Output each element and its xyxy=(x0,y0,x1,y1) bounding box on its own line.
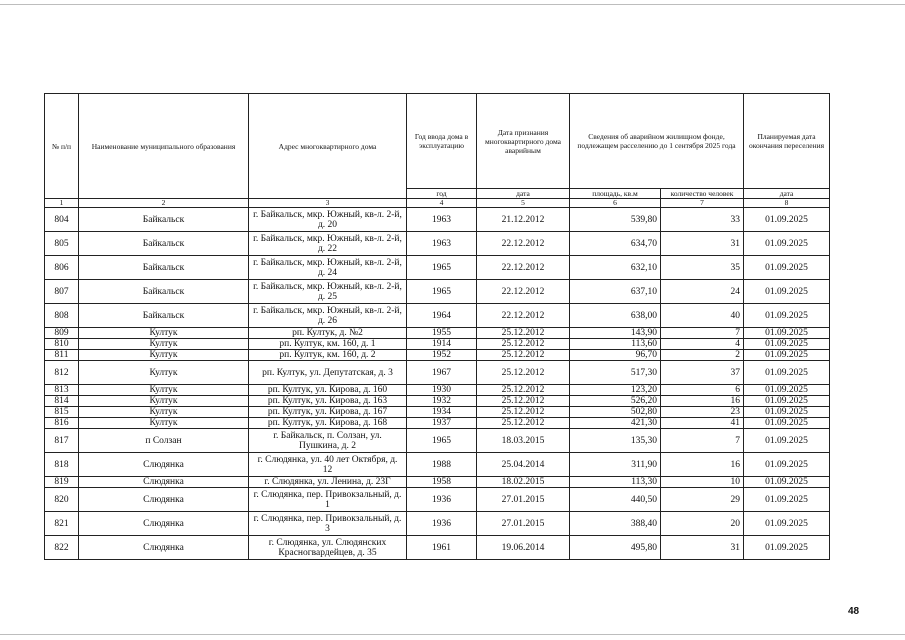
cell-municipality: Слюдянка xyxy=(79,453,249,477)
cell-address: рп. Култук, км. 160, д. 1 xyxy=(249,339,407,350)
column-number-row xyxy=(45,199,830,208)
header-emergency-info: Сведения об аварийном жилищном фонде, подлежащем расселению до 1 сентября 2025 года xyxy=(570,94,744,189)
cell-year: 1932 xyxy=(407,396,477,407)
cell-municipality: Слюдянка xyxy=(79,488,249,512)
cell-address: г. Слюдянка, пер. Привокзальный, д. 3 xyxy=(249,512,407,536)
cell-planned-date: 01.09.2025 xyxy=(744,339,830,350)
cell-area: 632,10 xyxy=(570,256,661,280)
cell-recognition-date: 25.12.2012 xyxy=(477,407,570,418)
cell-people: 16 xyxy=(661,453,744,477)
header-recognition-date: Дата признания многоквартирного дома аварийным xyxy=(477,94,570,189)
cell-people: 41 xyxy=(661,418,744,429)
cell-municipality: Култук xyxy=(79,339,249,350)
cell-recognition-date: 22.12.2012 xyxy=(477,232,570,256)
cell-year: 1952 xyxy=(407,350,477,361)
cell-num: 810 xyxy=(45,339,79,350)
cell-planned-date: 01.09.2025 xyxy=(744,350,830,361)
cell-people: 7 xyxy=(661,328,744,339)
cell-municipality: Слюдянка xyxy=(79,512,249,536)
cell-recognition-date: 19.06.2014 xyxy=(477,536,570,560)
table-row xyxy=(45,488,830,512)
cell-address: г. Байкальск, мкр. Южный, кв-л. 2-й, д. 24 xyxy=(249,256,407,280)
cell-people: 16 xyxy=(661,396,744,407)
table-row xyxy=(45,407,830,418)
cell-area: 113,30 xyxy=(570,477,661,488)
cell-area: 123,20 xyxy=(570,385,661,396)
table-row xyxy=(45,453,830,477)
cell-area: 526,20 xyxy=(570,396,661,407)
cell-num: 804 xyxy=(45,208,79,232)
cell-year: 1930 xyxy=(407,385,477,396)
cell-planned-date: 01.09.2025 xyxy=(744,385,830,396)
cell-area: 388,40 xyxy=(570,512,661,536)
cell-num: 818 xyxy=(45,453,79,477)
cell-municipality: п Солзан xyxy=(79,429,249,453)
cell-address: г. Байкальск, п. Солзан, ул. Пушкина, д. 2 xyxy=(249,429,407,453)
cell-num: 815 xyxy=(45,407,79,418)
cell-recognition-date: 25.04.2014 xyxy=(477,453,570,477)
header-planned-date: Планируемая дата окончания переселения xyxy=(744,94,830,189)
cell-planned-date: 01.09.2025 xyxy=(744,232,830,256)
table-row xyxy=(45,350,830,361)
cell-num: 817 xyxy=(45,429,79,453)
subheader-people: количество человек xyxy=(661,189,744,199)
table-row xyxy=(45,328,830,339)
header-municipality: Наименование муниципального образования xyxy=(79,94,249,199)
table-row xyxy=(45,208,830,232)
cell-recognition-date: 21.12.2012 xyxy=(477,208,570,232)
subheader-year: год xyxy=(407,189,477,199)
cell-recognition-date: 25.12.2012 xyxy=(477,350,570,361)
cell-people: 31 xyxy=(661,232,744,256)
cell-num: 816 xyxy=(45,418,79,429)
header-year: Год ввода дома в эксплуатацию xyxy=(407,94,477,189)
cell-recognition-date: 27.01.2015 xyxy=(477,512,570,536)
cell-area: 539,80 xyxy=(570,208,661,232)
cell-address: рп. Култук, д. №2 xyxy=(249,328,407,339)
cell-address: г. Байкальск, мкр. Южный, кв-л. 2-й, д. 20 xyxy=(249,208,407,232)
cell-planned-date: 01.09.2025 xyxy=(744,453,830,477)
cell-people: 2 xyxy=(661,350,744,361)
cell-area: 638,00 xyxy=(570,304,661,328)
cell-address: рп. Култук, ул. Кирова, д. 160 xyxy=(249,385,407,396)
cell-planned-date: 01.09.2025 xyxy=(744,512,830,536)
cell-people: 6 xyxy=(661,385,744,396)
table-row xyxy=(45,536,830,560)
column-number: 3 xyxy=(249,199,407,208)
column-number: 5 xyxy=(477,199,570,208)
cell-people: 7 xyxy=(661,429,744,453)
cell-area: 96,70 xyxy=(570,350,661,361)
cell-year: 1914 xyxy=(407,339,477,350)
cell-people: 31 xyxy=(661,536,744,560)
scan-artifact-bottom xyxy=(0,634,905,635)
cell-year: 1965 xyxy=(407,429,477,453)
table-row xyxy=(45,232,830,256)
cell-municipality: Байкальск xyxy=(79,208,249,232)
cell-people: 24 xyxy=(661,280,744,304)
cell-num: 805 xyxy=(45,232,79,256)
cell-recognition-date: 18.03.2015 xyxy=(477,429,570,453)
table-row xyxy=(45,385,830,396)
cell-area: 421,30 xyxy=(570,418,661,429)
cell-num: 814 xyxy=(45,396,79,407)
cell-address: г. Слюдянка, ул. Ленина, д. 23Г xyxy=(249,477,407,488)
cell-recognition-date: 27.01.2015 xyxy=(477,488,570,512)
table-row xyxy=(45,512,830,536)
cell-planned-date: 01.09.2025 xyxy=(744,429,830,453)
cell-year: 1965 xyxy=(407,280,477,304)
cell-municipality: Култук xyxy=(79,407,249,418)
cell-address: г. Байкальск, мкр. Южный, кв-л. 2-й, д. 26 xyxy=(249,304,407,328)
table-row xyxy=(45,339,830,350)
cell-recognition-date: 25.12.2012 xyxy=(477,339,570,350)
cell-people: 29 xyxy=(661,488,744,512)
cell-num: 821 xyxy=(45,512,79,536)
cell-planned-date: 01.09.2025 xyxy=(744,304,830,328)
table-row xyxy=(45,256,830,280)
cell-area: 113,60 xyxy=(570,339,661,350)
cell-address: г. Слюдянка, пер. Привокзальный, д. 1 xyxy=(249,488,407,512)
dwelling-table xyxy=(44,93,830,560)
cell-planned-date: 01.09.2025 xyxy=(744,418,830,429)
cell-municipality: Байкальск xyxy=(79,304,249,328)
cell-num: 820 xyxy=(45,488,79,512)
cell-address: г. Слюдянка, ул. 40 лет Октября, д. 12 xyxy=(249,453,407,477)
page-number: 48 xyxy=(848,606,860,617)
cell-area: 135,30 xyxy=(570,429,661,453)
cell-num: 807 xyxy=(45,280,79,304)
cell-address: г. Слюдянка, ул. Слюдянских Красногвардейцев, д. 35 xyxy=(249,536,407,560)
table-row xyxy=(45,429,830,453)
cell-address: г. Байкальск, мкр. Южный, кв-л. 2-й, д. 22 xyxy=(249,232,407,256)
cell-area: 517,30 xyxy=(570,361,661,385)
cell-year: 1958 xyxy=(407,477,477,488)
cell-num: 813 xyxy=(45,385,79,396)
cell-planned-date: 01.09.2025 xyxy=(744,256,830,280)
cell-people: 10 xyxy=(661,477,744,488)
table-row xyxy=(45,280,830,304)
column-number: 4 xyxy=(407,199,477,208)
cell-recognition-date: 22.12.2012 xyxy=(477,256,570,280)
cell-area: 311,90 xyxy=(570,453,661,477)
cell-municipality: Култук xyxy=(79,361,249,385)
cell-planned-date: 01.09.2025 xyxy=(744,477,830,488)
header-address: Адрес многоквартирного дома xyxy=(249,94,407,199)
cell-planned-date: 01.09.2025 xyxy=(744,361,830,385)
cell-year: 1963 xyxy=(407,232,477,256)
cell-num: 809 xyxy=(45,328,79,339)
cell-address: рп. Култук, ул. Кирова, д. 168 xyxy=(249,418,407,429)
cell-area: 634,70 xyxy=(570,232,661,256)
table-row xyxy=(45,304,830,328)
table-row xyxy=(45,361,830,385)
cell-year: 1988 xyxy=(407,453,477,477)
cell-municipality: Слюдянка xyxy=(79,536,249,560)
cell-num: 822 xyxy=(45,536,79,560)
cell-num: 806 xyxy=(45,256,79,280)
cell-people: 23 xyxy=(661,407,744,418)
cell-recognition-date: 25.12.2012 xyxy=(477,385,570,396)
cell-area: 637,10 xyxy=(570,280,661,304)
cell-municipality: Байкальск xyxy=(79,232,249,256)
subheader-date: дата xyxy=(477,189,570,199)
column-number: 8 xyxy=(744,199,830,208)
cell-recognition-date: 25.12.2012 xyxy=(477,361,570,385)
column-number: 1 xyxy=(45,199,79,208)
cell-planned-date: 01.09.2025 xyxy=(744,407,830,418)
column-number: 7 xyxy=(661,199,744,208)
cell-municipality: Култук xyxy=(79,350,249,361)
cell-area: 495,80 xyxy=(570,536,661,560)
cell-year: 1936 xyxy=(407,512,477,536)
cell-municipality: Слюдянка xyxy=(79,477,249,488)
cell-year: 1967 xyxy=(407,361,477,385)
column-number: 6 xyxy=(570,199,661,208)
cell-address: рп. Култук, ул. Кирова, д. 167 xyxy=(249,407,407,418)
cell-year: 1936 xyxy=(407,488,477,512)
cell-recognition-date: 22.12.2012 xyxy=(477,304,570,328)
cell-area: 502,80 xyxy=(570,407,661,418)
cell-municipality: Байкальск xyxy=(79,280,249,304)
cell-planned-date: 01.09.2025 xyxy=(744,280,830,304)
cell-planned-date: 01.09.2025 xyxy=(744,328,830,339)
cell-municipality: Култук xyxy=(79,418,249,429)
cell-planned-date: 01.09.2025 xyxy=(744,536,830,560)
cell-municipality: Култук xyxy=(79,396,249,407)
cell-area: 440,50 xyxy=(570,488,661,512)
cell-people: 37 xyxy=(661,361,744,385)
cell-year: 1965 xyxy=(407,256,477,280)
cell-year: 1964 xyxy=(407,304,477,328)
cell-num: 819 xyxy=(45,477,79,488)
table-row xyxy=(45,477,830,488)
cell-year: 1937 xyxy=(407,418,477,429)
cell-year: 1955 xyxy=(407,328,477,339)
subheader-area: площадь, кв.м xyxy=(570,189,661,199)
cell-area: 143,90 xyxy=(570,328,661,339)
cell-municipality: Култук xyxy=(79,385,249,396)
cell-recognition-date: 25.12.2012 xyxy=(477,418,570,429)
cell-people: 20 xyxy=(661,512,744,536)
subheader-date-2: дата xyxy=(744,189,830,199)
cell-people: 35 xyxy=(661,256,744,280)
cell-recognition-date: 22.12.2012 xyxy=(477,280,570,304)
cell-num: 812 xyxy=(45,361,79,385)
cell-people: 40 xyxy=(661,304,744,328)
scan-artifact-top xyxy=(0,4,905,5)
header-num: № п/п xyxy=(45,94,79,199)
cell-recognition-date: 25.12.2012 xyxy=(477,328,570,339)
cell-year: 1963 xyxy=(407,208,477,232)
cell-num: 808 xyxy=(45,304,79,328)
table-row xyxy=(45,396,830,407)
table-row xyxy=(45,418,830,429)
cell-planned-date: 01.09.2025 xyxy=(744,208,830,232)
column-number: 2 xyxy=(79,199,249,208)
cell-people: 4 xyxy=(661,339,744,350)
cell-address: рп. Култук, ул. Кирова, д. 163 xyxy=(249,396,407,407)
cell-people: 33 xyxy=(661,208,744,232)
cell-planned-date: 01.09.2025 xyxy=(744,488,830,512)
cell-recognition-date: 25.12.2012 xyxy=(477,396,570,407)
cell-planned-date: 01.09.2025 xyxy=(744,396,830,407)
cell-address: г. Байкальск, мкр. Южный, кв-л. 2-й, д. 25 xyxy=(249,280,407,304)
cell-address: рп. Култук, ул. Депутатская, д. 3 xyxy=(249,361,407,385)
cell-num: 811 xyxy=(45,350,79,361)
cell-address: рп. Култук, км. 160, д. 2 xyxy=(249,350,407,361)
cell-year: 1934 xyxy=(407,407,477,418)
cell-recognition-date: 18.02.2015 xyxy=(477,477,570,488)
cell-municipality: Култук xyxy=(79,328,249,339)
cell-municipality: Байкальск xyxy=(79,256,249,280)
cell-year: 1961 xyxy=(407,536,477,560)
